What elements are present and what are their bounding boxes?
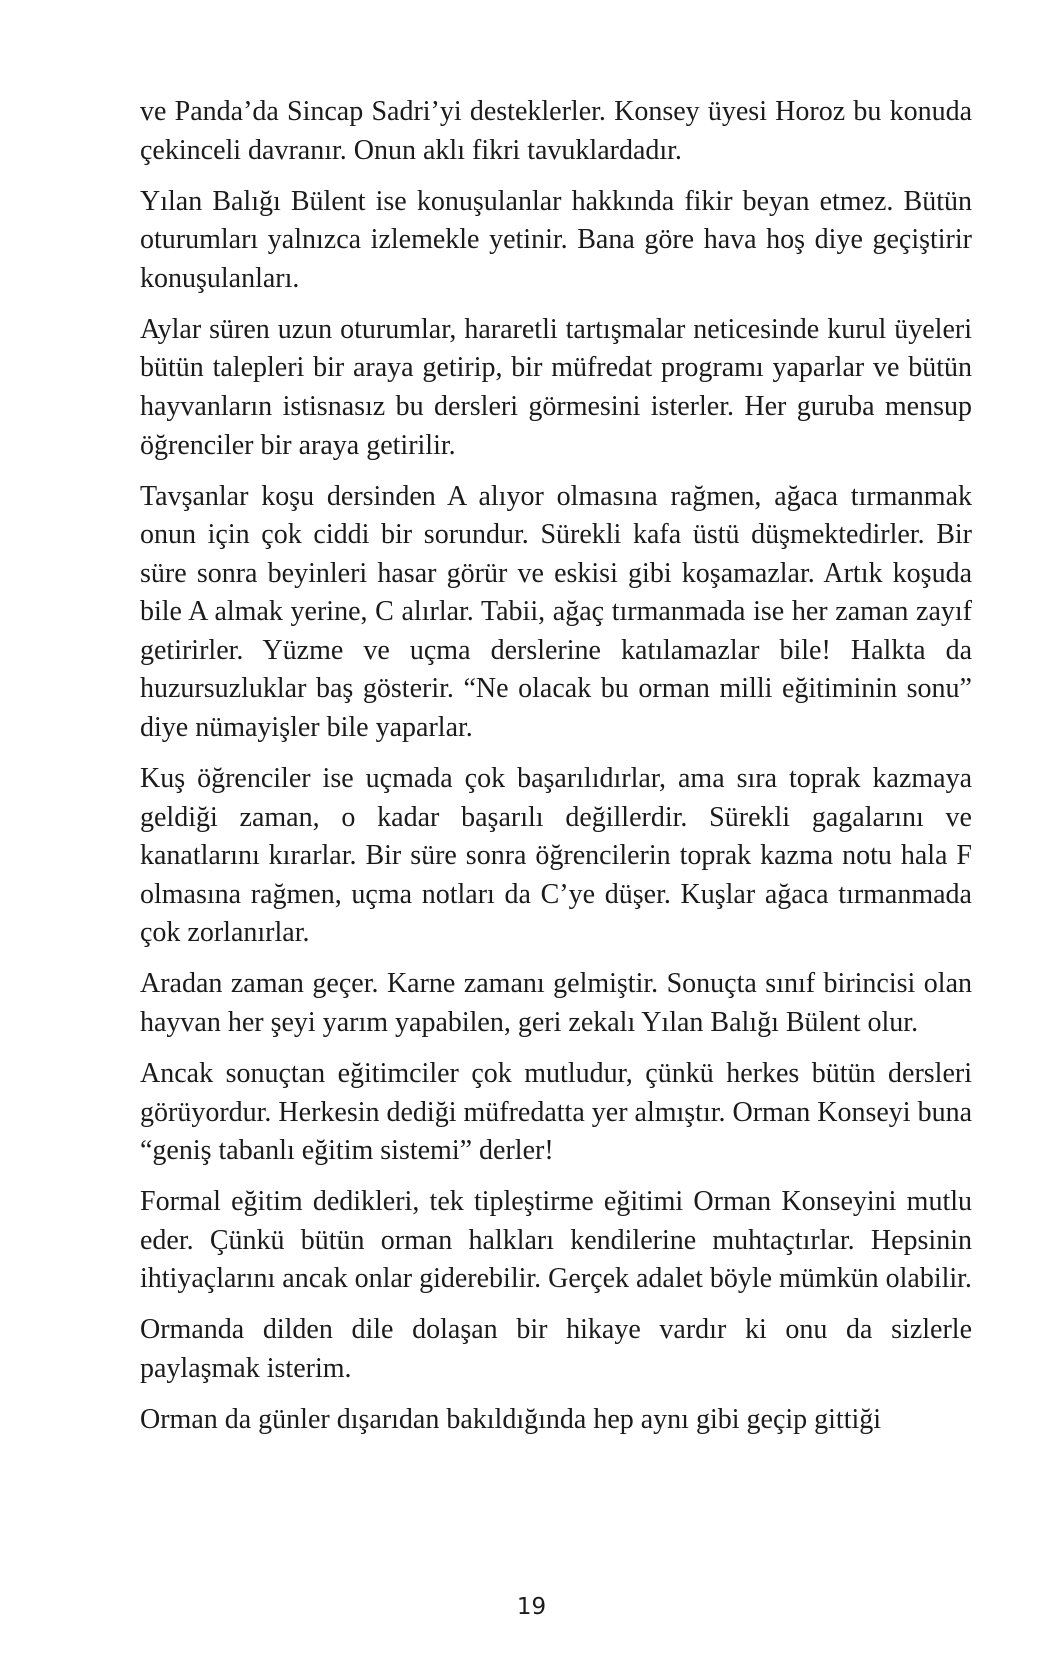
- paragraph: Ancak sonuçtan eğitimciler çok mutludur, çünkü herkes bütün dersleri görüyordur. Herkesin dediği müfredatta yer almıştır. Orman Konseyi buna “geniş tabanlı eğitim sistemi” derler!: [140, 1058, 973, 1167]
- paragraph: Formal eğitim dedikleri, tek tipleştirme eğitimi Orman Konseyini mutlu eder. Çünkü bütün orman halkları kendilerine muhtaçtırlar. Hepsinin ihtiyaçlarını ancak onlar giderebilir. Gerçek adalet böyle mümkün olabilir.: [140, 1186, 972, 1295]
- paragraph: Kuş öğrenciler ise uçmada çok başarılıdırlar, ama sıra toprak kazmaya geldiği zaman, o kadar başarılı değillerdir. Sürekli gagalarını ve kanatlarını kırarlar. Bir süre sonra öğrencilerin toprak kazma notu hala F olmasına rağmen, uçma notları da C’ye düşer. Kuşlar ağaca tırmanmada çok zorlanırlar.: [140, 763, 972, 949]
- paragraph: Ormanda dilden dile dolaşan bir hikaye vardır ki onu da sizlerle paylaşmak isterim.: [140, 1314, 972, 1384]
- paragraph: Tavşanlar koşu dersinden A alıyor olmasına rağmen, ağaca tırmanmak onun için çok ciddi bir sorundur. Sürekli kafa üstü düşmektedirler. Bir süre sonra beyinleri hasar görür ve eskisi gibi koşamazlar. Artık koşuda bile A almak yerine, C alırlar. Tabii, ağaç tırmanmada ise her zaman zayıf getirirler. Yüzme ve uçma derslerine katılamazlar bile! Halkta da huzursuzluklar baş gösterir. “Ne olacak bu orman milli eğitiminin sonu” diye nümayişler bile yaparlar.: [140, 480, 972, 744]
- page-number: 19: [516, 1594, 547, 1620]
- paragraph: ve Panda’da Sincap Sadri’yi desteklerler. Konsey üyesi Horoz bu konuda çekinceli davranır. Onun aklı fikri tavuklardadır.: [140, 96, 972, 166]
- paragraph: Yılan Balığı Bülent ise konuşulanlar hakkında fikir beyan etmez. Bütün oturumları yalnızca izlemekle yetinir. Bana göre hava hoş diye geçiştirir konuşulanları.: [140, 185, 972, 294]
- body-text: [140, 93, 972, 1452]
- paragraph: Orman da günler dışarıdan bakıldığında hep aynı gibi geçip gittiği: [140, 1403, 882, 1435]
- paragraph: Aradan zaman geçer. Karne zamanı gelmiştir. Sonuçta sınıf birincisi olan hayvan her şeyi yarım yapabilen, geri zekalı Yılan Balığı Bülent olur.: [140, 968, 972, 1039]
- paragraph: Aylar süren uzun oturumlar, hararetli tartışmalar neticesinde kurul üyeleri bütün talepleri bir araya getirip, bir müfredat programı yaparlar ve bütün hayvanların istisnasız bu dersleri görmesini isterler. Her guruba mensup öğrenciler bir araya getirilir.: [140, 313, 972, 461]
